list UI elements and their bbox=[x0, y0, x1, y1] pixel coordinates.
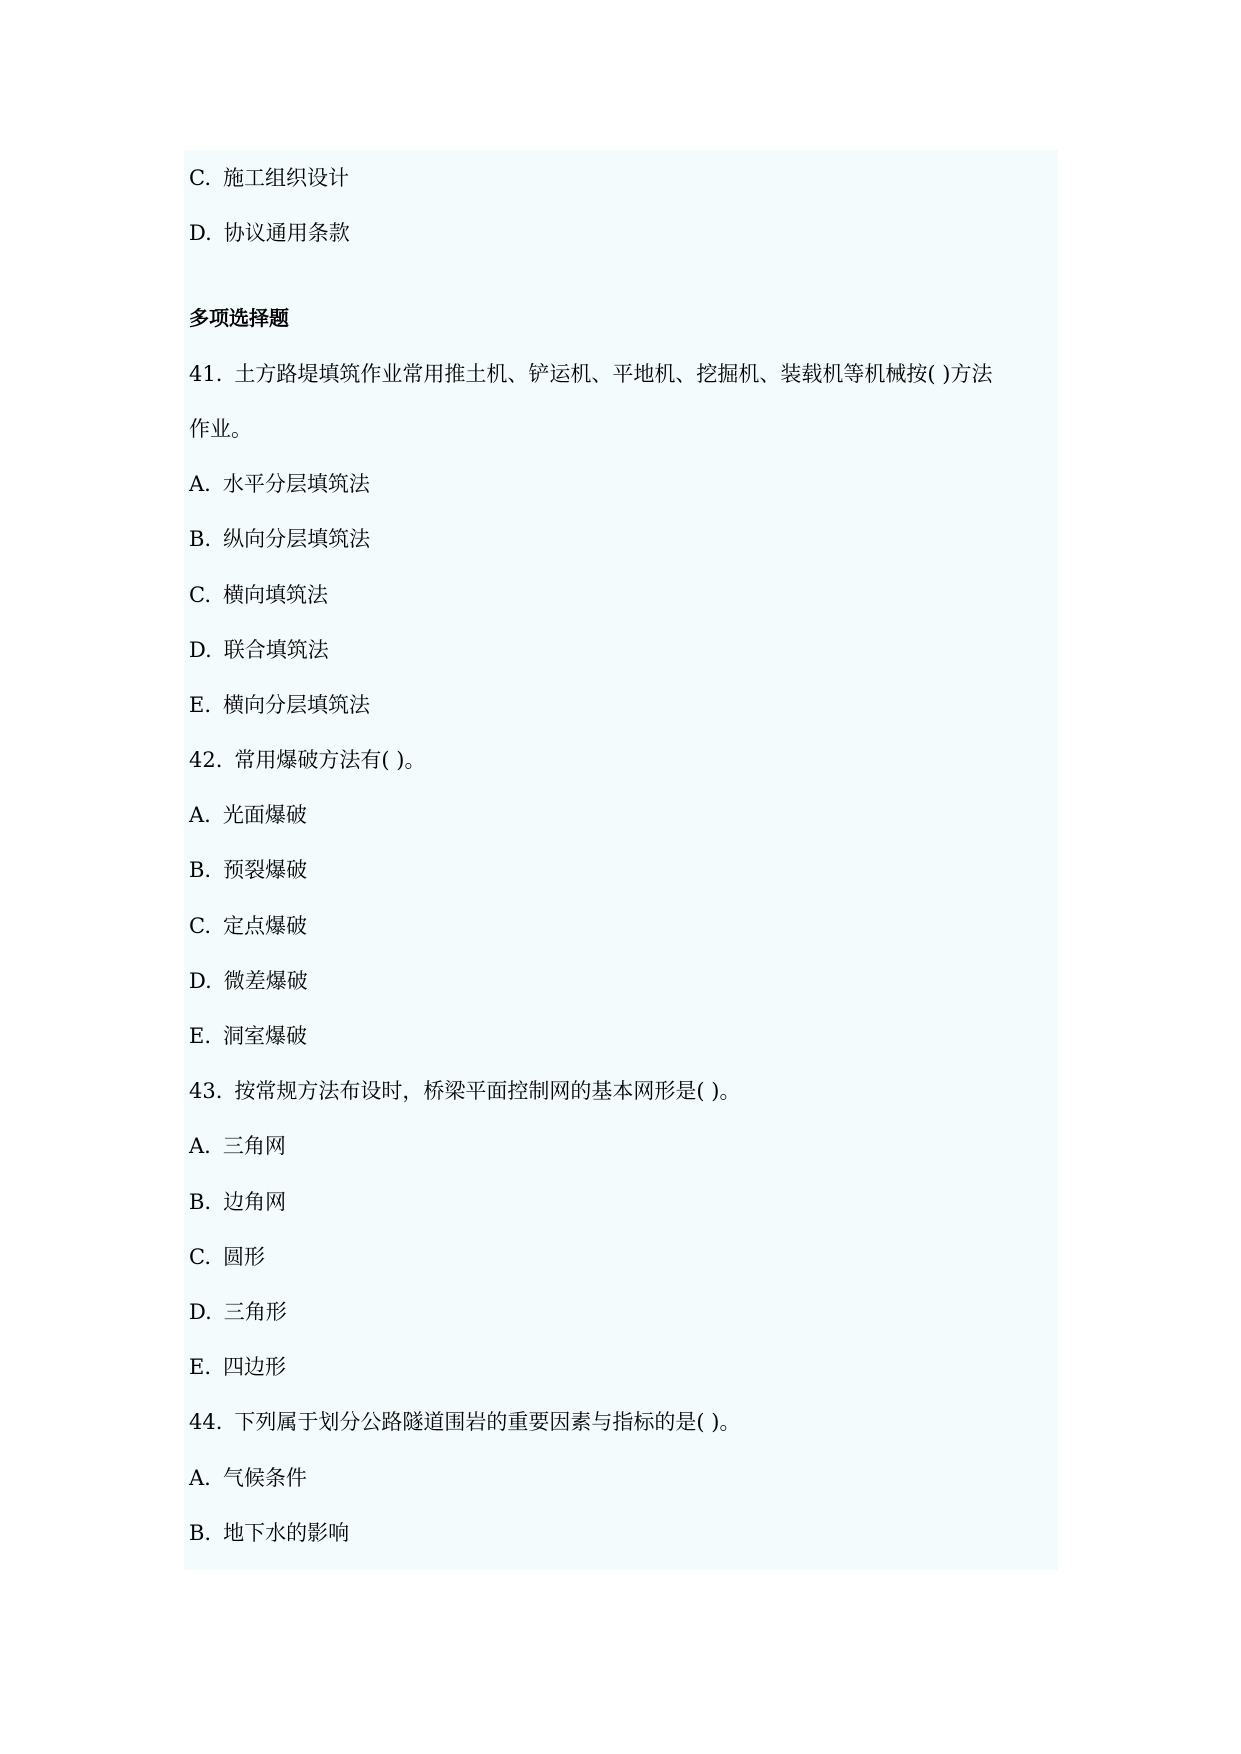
option-d: D. 三角形 bbox=[189, 1300, 287, 1324]
option-b: B. 地下水的影响 bbox=[189, 1521, 350, 1545]
option-c: C. 施工组织设计 bbox=[189, 166, 349, 190]
option-a: A. 光面爆破 bbox=[189, 803, 307, 827]
option-b: B. 边角网 bbox=[189, 1190, 287, 1214]
question-44: 44. 下列属于划分公路隧道围岩的重要因素与指标的是( )。 bbox=[189, 1410, 741, 1434]
option-c: C. 定点爆破 bbox=[189, 914, 307, 938]
question-41-continuation: 作业。 bbox=[189, 417, 252, 441]
option-d: D. 微差爆破 bbox=[189, 969, 308, 993]
option-b: B. 预裂爆破 bbox=[189, 858, 308, 882]
option-e: E. 四边形 bbox=[189, 1355, 287, 1379]
question-42: 42. 常用爆破方法有( )。 bbox=[189, 748, 426, 772]
option-e: E. 横向分层填筑法 bbox=[189, 693, 371, 717]
section-heading: 多项选择题 bbox=[189, 306, 289, 330]
option-a: A. 气候条件 bbox=[189, 1466, 307, 1490]
option-d: D. 联合填筑法 bbox=[189, 638, 329, 662]
option-c: C. 横向填筑法 bbox=[189, 583, 328, 607]
option-a: A. 水平分层填筑法 bbox=[189, 472, 370, 496]
question-43: 43. 按常规方法布设时，桥梁平面控制网的基本网形是( )。 bbox=[189, 1079, 741, 1103]
option-e: E. 洞室爆破 bbox=[189, 1024, 308, 1048]
option-b: B. 纵向分层填筑法 bbox=[189, 527, 371, 551]
option-c: C. 圆形 bbox=[189, 1245, 265, 1269]
option-a: A. 三角网 bbox=[189, 1134, 286, 1158]
option-d: D. 协议通用条款 bbox=[189, 221, 350, 245]
question-41: 41. 土方路堤填筑作业常用推土机、铲运机、平地机、挖掘机、装载机等机械按( )方法 bbox=[189, 362, 993, 386]
